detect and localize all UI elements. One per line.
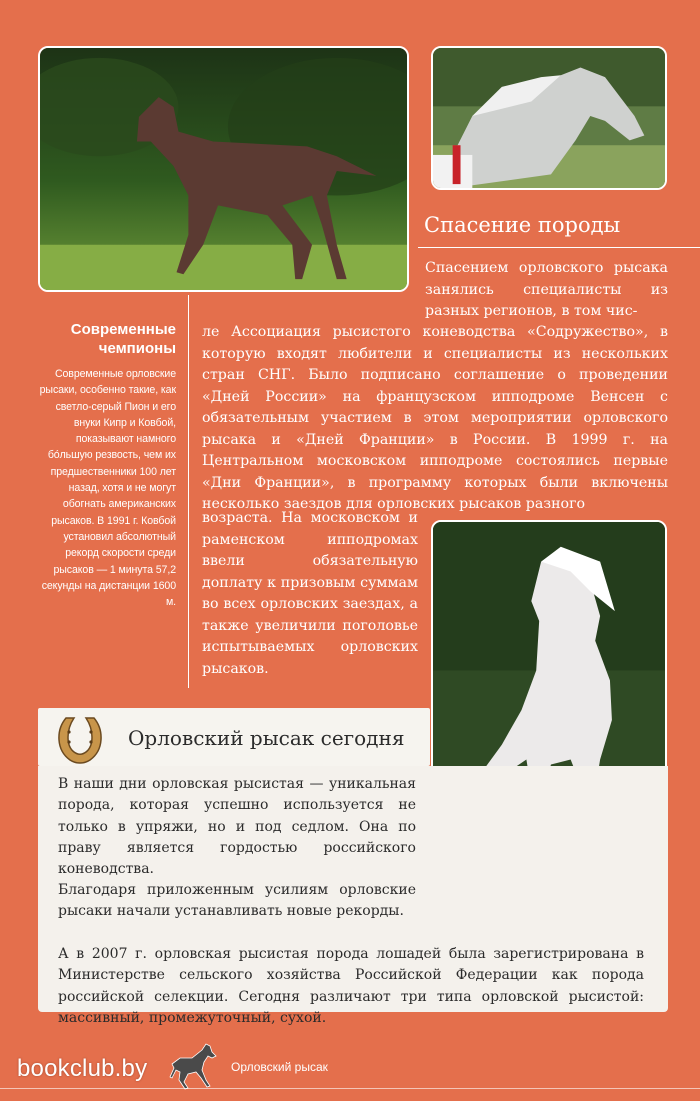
box-paragraph-1: В наши дни орловская рысистая — уникальная порода, которая успешно используется не только в упряжи, но и под седлом. Она по праву является гордостью российского коневодства.	[58, 776, 416, 878]
sidebar-title: Современные чемпионы	[70, 321, 176, 357]
horse-silhouette-icon	[166, 1040, 222, 1090]
main-text-part-2: ле Ассоциация рысистого коневодства «Содружество», в которую входят любители и специалисты из нескольких стран СНГ. Было подписано соглашение о проведении «Дней России» на французском ипподроме Венсен с обязательным участием в этом мероприятии орловского рысака и «Дней Франции» в России. В 1999 г. на Центральном московском ипподроме состоялись первые «Дни Франции», в программу которых были включены несколько заездов для орловских рысаков разного	[202, 324, 668, 512]
footer-divider	[0, 1088, 700, 1089]
photo-foal	[38, 46, 409, 292]
photo-grey-trotter	[431, 46, 667, 190]
footer-label: Орловский рысак	[231, 1060, 328, 1074]
horseshoe-icon	[52, 710, 108, 766]
box-title: Орловский рысак сегодня	[128, 726, 405, 750]
footer	[0, 1030, 700, 1101]
info-box-header	[38, 708, 430, 766]
box-paragraph-2: Благодаря приложенным усилиям орловские рысаки начали устанавливать новые рекорды.	[58, 882, 416, 920]
foal-image	[40, 48, 407, 290]
footer-brand[interactable]: bookclub.by	[17, 1055, 148, 1082]
heading-divider	[418, 247, 700, 248]
sidebar	[36, 320, 176, 610]
main-text-part-3: возраста. На московском и раменском ипподромах ввели обязательную доплату к призовым суммам во всех орловских заездах, а также увеличили поголовье испытываемых орловских рысаков.	[202, 510, 418, 677]
sidebar-text: Современные орловские рысаки, особенно такие, как светло-серый Пион и его внуки Кипр и Ковбой, показывают намного бо́льшую резвость, чем их предшественники 100 лет назад, хотя и не могут обогнать американских рысаков. В 1991 г. Ковбой установил абсолютный рекорд скорости среди рысаков — 1 минута 57,2 секунды на дистанции 1600 м.	[39, 368, 176, 609]
box-paragraph-3: А в 2007 г. орловская рысистая порода лошадей была зарегистрирована в Министерстве сельского хозяйства Российской Федерации как порода российской селекции. Сегодня различают три типа орловской рысистой: массивный, промежуточный, сухой.	[58, 946, 644, 1026]
section-heading: Спасение породы	[424, 213, 621, 237]
grey-trotter-image	[433, 48, 665, 188]
info-box	[38, 766, 668, 1026]
main-text-part-1: Спасением орловского рысака занялись специалисты из разных регионов, в том чис-	[425, 260, 668, 319]
sidebar-divider	[188, 295, 189, 688]
